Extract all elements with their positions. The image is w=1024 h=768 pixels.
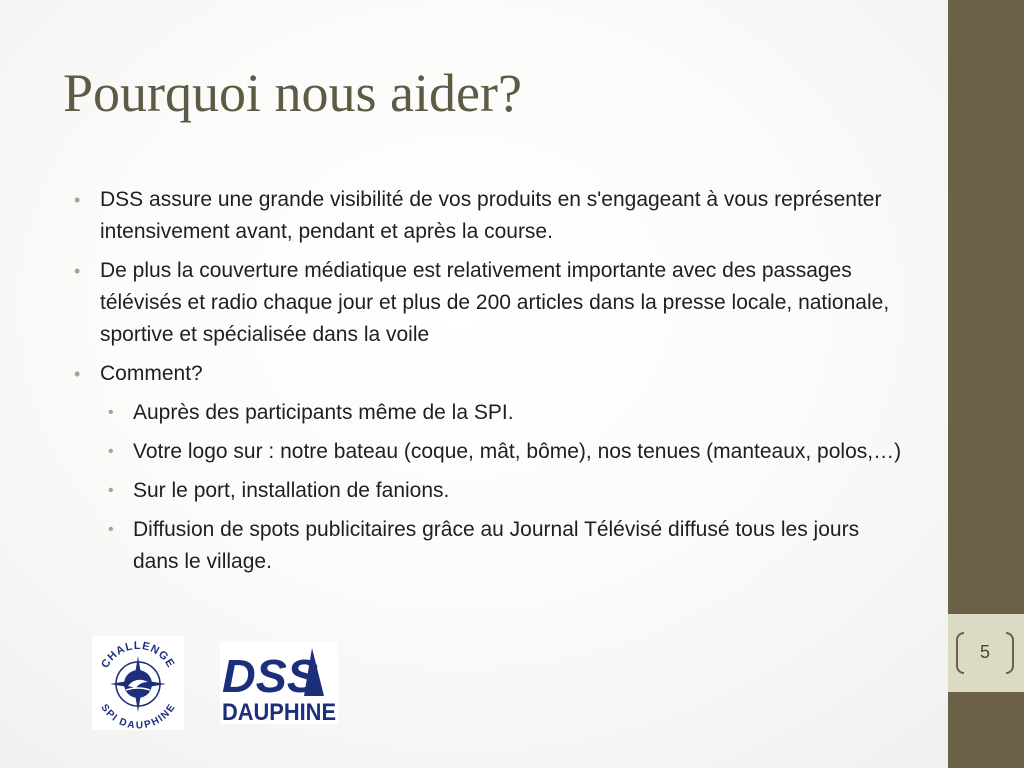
page-number: 5: [979, 642, 990, 662]
logo-arc-top-text: CHALLENGE: [99, 639, 177, 671]
sub-bullet-item: [74, 397, 904, 429]
compass-rose-icon: [92, 636, 184, 730]
bullet-dot-icon: •: [74, 190, 81, 210]
bullet-text: Votre logo sur : notre bateau (coque, mât, bôme), nos tenues (manteaux, polos,…): [133, 440, 902, 463]
bullet-text: Auprès des participants même de la SPI.: [133, 401, 514, 424]
slide-title: Pourquoi nous aider?: [63, 63, 522, 123]
bullet-item: [74, 358, 904, 390]
bullet-dot-icon: •: [108, 482, 114, 499]
page-number-box: [948, 614, 1024, 692]
sub-bullet-item: [74, 475, 904, 507]
page-number-frame: [956, 632, 1014, 674]
bullet-text: Comment?: [100, 362, 203, 385]
sub-bullet-item: [74, 436, 904, 468]
bullet-text: De plus la couverture médiatique est relativement importante avec des passages télévisés et radio chaque jour et plus de 200 articles dans la presse locale, nationale, sportive et spécialisée dans la voile: [100, 259, 890, 346]
logo-arc-bottom-text: SPI DAUPHINE: [98, 702, 178, 730]
logo-dauphine-text: DAUPHINE: [222, 699, 336, 724]
challenge-spi-dauphine-logo: [92, 636, 184, 730]
bullet-item: [74, 184, 904, 248]
bullet-dot-icon: •: [108, 521, 114, 538]
bullet-dot-icon: •: [108, 443, 114, 460]
logo-dss-text: DSS: [222, 650, 319, 702]
bullet-item: [74, 255, 904, 351]
bullet-text: Sur le port, installation de fanions.: [133, 479, 450, 502]
bullet-list: [74, 184, 904, 585]
bullet-text: DSS assure une grande visibilité de vos produits en s'engageant à vous représenter intensivement avant, pendant et après la course.: [100, 188, 882, 243]
bullet-dot-icon: •: [108, 404, 114, 421]
dss-dauphine-logo: [220, 642, 338, 724]
bullet-text: Diffusion de spots publicitaires grâce au Journal Télévisé diffusé tous les jours dans le village.: [133, 518, 860, 573]
dss-logo-icon: [220, 642, 338, 724]
bullet-dot-icon: •: [74, 261, 81, 281]
sub-bullet-item: [74, 514, 904, 578]
bullet-dot-icon: •: [74, 364, 81, 384]
